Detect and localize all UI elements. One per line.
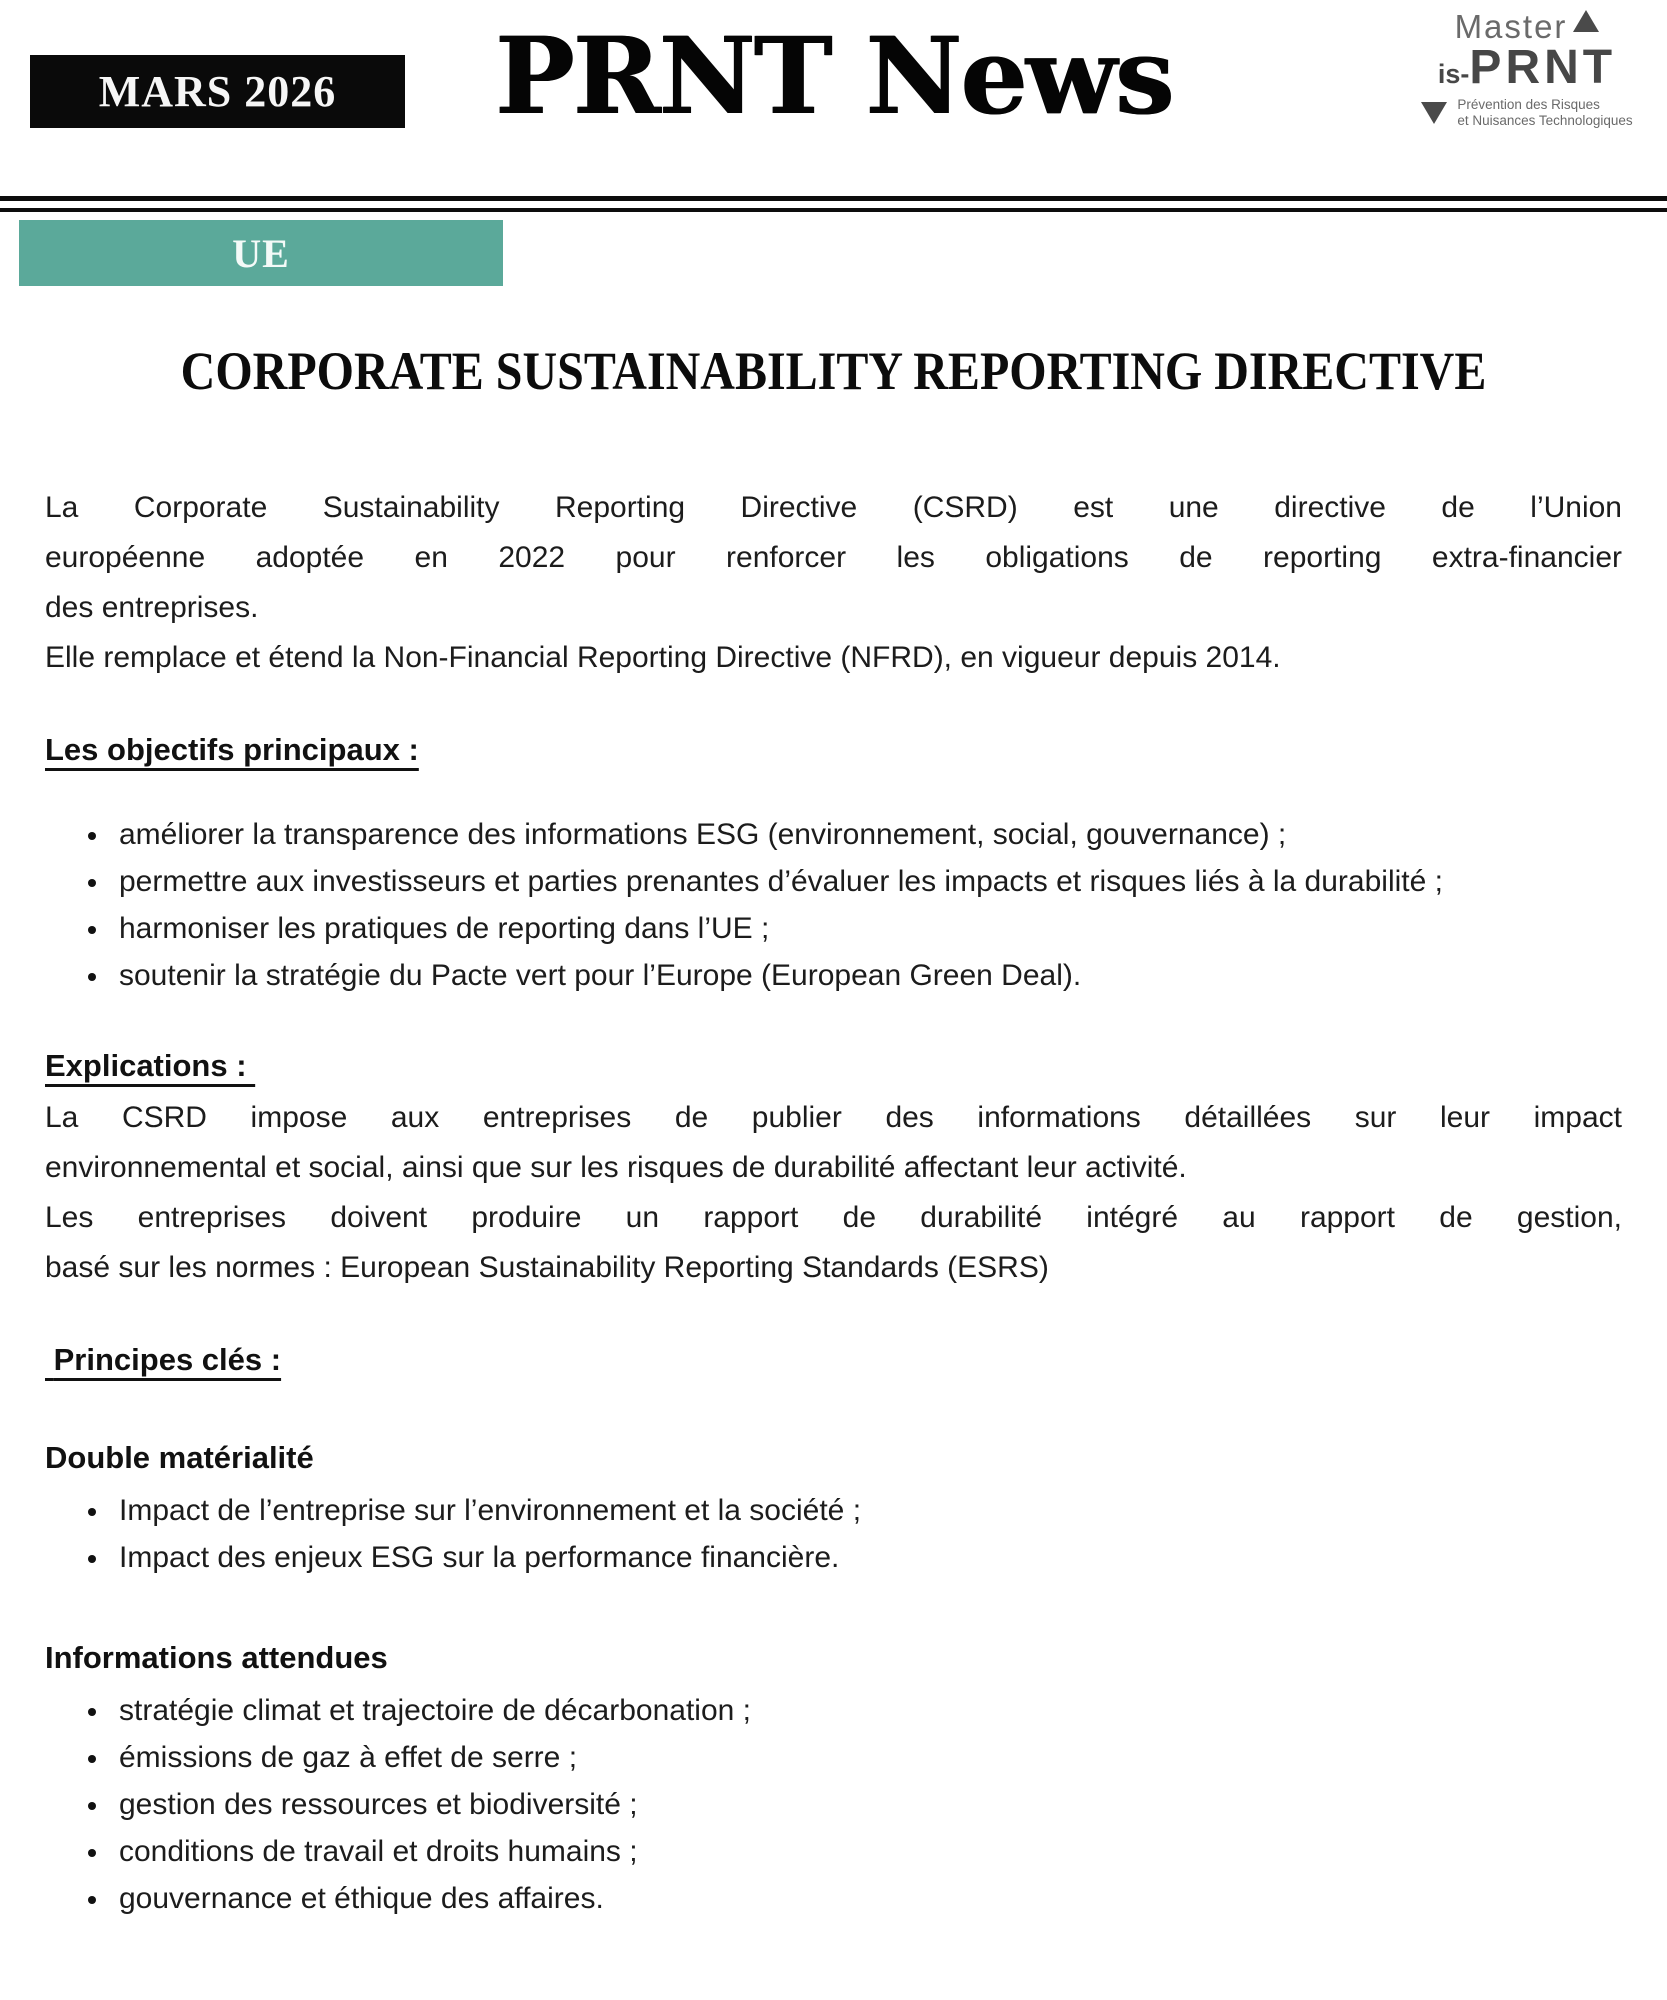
explanations-paragraph-1 [45,1093,1622,1193]
list-item: • Impact des enjeux ESG sur la performance financière. [111,1534,1622,1581]
explanations-p2-line2: basé sur les normes : European Sustainability Reporting Standards (ESRS) [45,1251,1049,1284]
issue-date-box [30,55,405,128]
intro-paragraph-1 [45,483,1622,633]
section-banner-label: UE [232,230,290,276]
explanations-p2-line1: Les entreprises doivent produire un rapport de durabilité intégré au rapport de gestion, [45,1201,1622,1234]
explanations-paragraph-2 [45,1193,1622,1293]
triangle-up-icon [1573,10,1599,32]
expected-information-heading: Informations attendues [45,1640,388,1675]
expected-information-list [45,1687,1622,1922]
issue-date-label: MARS 2026 [98,67,337,116]
triangle-down-icon [1421,102,1447,124]
list-item: • Impact de l’entreprise sur l’environnement et la société ; [111,1487,1622,1534]
article-title: CORPORATE SUSTAINABILITY REPORTING DIRECTIVE [180,341,1487,402]
explanations-p1-line1: La CSRD impose aux entreprises de publier des informations détaillées sur leur impact [45,1101,1622,1134]
intro-p1-line3: des entreprises. [45,591,259,624]
intro-p1-line1: La Corporate Sustainability Reporting Directive (CSRD) est une directive de l’Union [45,491,1622,524]
masthead-title: PRNT News [494,13,1173,138]
intro-paragraph-2: Elle remplace et étend la Non-Financial Reporting Directive (NFRD), en vigueur depuis 2014. [45,641,1281,674]
list-item: • émissions de gaz à effet de serre ; [111,1734,1622,1781]
list-item: • améliorer la transparence des informations ESG (environnement, social, gouvernance) ; [111,811,1622,858]
logo-taglines [1457,97,1632,129]
logo-prnt-row [1397,40,1657,95]
double-materiality-list [45,1487,1622,1581]
divider-bottom-line [0,208,1667,212]
list-item: • gestion des ressources et biodiversité ; [111,1781,1622,1828]
article-body [0,483,1667,1922]
principles-heading: Principes clés : [45,1342,282,1377]
list-item: • permettre aux investisseurs et parties prenantes d’évaluer les impacts et risques liés à la durabilité ; [111,858,1622,905]
section-banner-ue [19,220,503,286]
newsletter-header [0,0,1667,196]
logo-is-text: is- [1437,59,1470,89]
logo-tagline-row [1397,97,1657,129]
double-rule-divider [0,196,1667,212]
master-isprnt-logo [1397,8,1657,129]
explanations-heading: Explications : [45,1048,256,1083]
intro-p1-line2: européenne adoptée en 2022 pour renforcer les obligations de reporting extra-financier [45,541,1622,574]
divider-gap [0,201,1667,208]
list-item: • harmoniser les pratiques de reporting dans l’UE ; [111,905,1622,952]
list-item: • soutenir la stratégie du Pacte vert pour l’Europe (European Green Deal). [111,952,1622,999]
logo-tagline-line2: et Nuisances Technologiques [1457,113,1633,128]
explanations-p1-line2: environnemental et social, ainsi que sur les risques de durabilité affectant leur activité. [45,1151,1187,1184]
logo-tagline-line1: Prévention des Risques [1457,97,1600,112]
logo-prnt-text: PRNT [1469,41,1617,94]
double-materiality-heading: Double matérialité [45,1440,314,1475]
objectives-heading: Les objectifs principaux : [45,732,419,767]
list-item: • gouvernance et éthique des affaires. [111,1875,1622,1922]
list-item: • conditions de travail et droits humains ; [111,1828,1622,1875]
list-item: • stratégie climat et trajectoire de décarbonation ; [111,1687,1622,1734]
objectives-list [45,811,1622,999]
logo-master-text: Master [1454,8,1568,45]
